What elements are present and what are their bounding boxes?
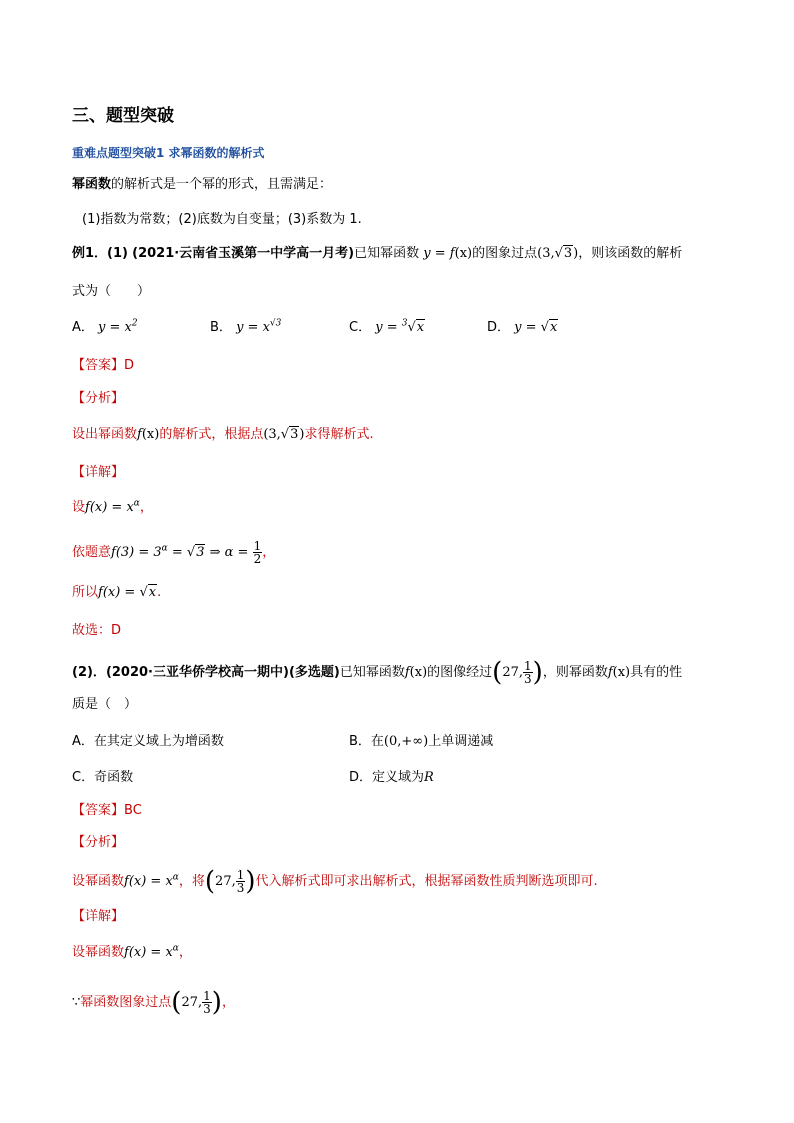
ex2-analysis-label: 【分析】 bbox=[72, 835, 125, 850]
step1-formula: $f(x) = x^\alpha$ bbox=[85, 498, 140, 515]
option-d-formula: y = √x bbox=[514, 320, 558, 335]
ex1-stem-line2: 式为（ ） bbox=[72, 284, 151, 299]
ex2-step2-text: 幂函数图象过点 bbox=[80, 995, 172, 1010]
ex1-stem-c: ，则该函数的解析 bbox=[578, 246, 683, 261]
ex2-tag: (多选题) bbox=[288, 665, 340, 680]
ex2-step2-prefix: ∵ bbox=[72, 995, 81, 1010]
ex2-step1-formula: $f(x) = x^\alpha$ bbox=[124, 943, 179, 960]
intro-text: 的解析式是一个幂的形式，且需满足： bbox=[111, 177, 333, 192]
option-b-post: 上单调递减 bbox=[428, 734, 494, 749]
ex2-detail-label: 【详解】 bbox=[72, 909, 125, 924]
ex1-source: (2021·云南省玉溪第一中学高一月考) bbox=[132, 246, 355, 261]
ex1-stem-b: 的图象过点 bbox=[472, 246, 538, 261]
analysis-formula-arg: (x) bbox=[141, 427, 160, 442]
option-b-interval: (0,+∞) bbox=[383, 734, 429, 749]
option-d-label: D． bbox=[487, 320, 511, 335]
step3-period: . bbox=[157, 585, 162, 600]
ex2-stem-b: 的图像经过 bbox=[427, 665, 493, 680]
option-b-label: B． bbox=[210, 320, 232, 335]
answer-value: D bbox=[124, 358, 135, 373]
analysis-point: (3,√3) bbox=[263, 427, 305, 442]
ex1-stem-a: 已知幂函数 bbox=[354, 246, 420, 261]
ex1-option-d bbox=[487, 319, 558, 337]
option-a-label: A． bbox=[72, 320, 94, 335]
ex1-option-c bbox=[349, 319, 425, 337]
ex1-stem-line1 bbox=[72, 245, 682, 263]
ex2-stem-line1 bbox=[72, 657, 683, 688]
conclusion-label: 故选： bbox=[72, 623, 112, 638]
analysis-a: 设出幂函数 bbox=[72, 427, 138, 442]
option-a-formula: $y = x^2$ bbox=[98, 318, 138, 335]
ex1-analysis-label: 【分析】 bbox=[72, 391, 125, 406]
ex2-point: (27, $\frac{1}{3}$ ) bbox=[492, 657, 543, 688]
ex1-label: 例1．(1) bbox=[72, 246, 128, 261]
ex2-label: (2)． bbox=[72, 665, 106, 680]
step3-prefix: 所以 bbox=[72, 585, 99, 600]
ex2-step1-prefix: 设幂函数 bbox=[72, 945, 125, 960]
ex1-step1 bbox=[72, 499, 153, 517]
step2-comma: ， bbox=[262, 545, 276, 560]
analysis-c: 求得解析式. bbox=[304, 427, 374, 442]
ex2-formula-2: f bbox=[607, 665, 613, 680]
ex2-step2-comma: ， bbox=[221, 995, 235, 1010]
ex1-formula: y = f bbox=[423, 246, 455, 261]
ex2-formula: f bbox=[404, 665, 410, 680]
option-b-formula: $y = x^{√3}$ bbox=[236, 318, 282, 335]
option-b-pre: B．在 bbox=[349, 734, 384, 749]
ex2-analysis-formula: $f(x) = x^\alpha$ bbox=[124, 872, 179, 889]
conclusion-value: D bbox=[111, 623, 122, 638]
ex2-analysis bbox=[72, 866, 598, 897]
ex2-answer-label: 【答案】 bbox=[72, 803, 125, 818]
ex2-option-a: A．在其定义域上为增函数 bbox=[72, 734, 224, 749]
option-d-set: R bbox=[424, 770, 434, 785]
ex1-conclusion bbox=[72, 622, 121, 640]
option-d-pre: D．定义域为 bbox=[349, 770, 425, 785]
step2-fraction: $\frac{1}{2}$ bbox=[253, 539, 262, 566]
ex2-step2 bbox=[72, 987, 235, 1018]
ex2-stem-a: 已知幂函数 bbox=[339, 665, 405, 680]
ex2-analysis-a: 设幂函数 bbox=[72, 874, 125, 889]
ex1-option-a bbox=[72, 319, 138, 337]
ex2-stem-line2: 质是（ ） bbox=[72, 697, 138, 712]
ex2-step2-point: (27, $\frac{1}{3}$ ) bbox=[171, 987, 222, 1018]
ex2-analysis-c: 代入解析式即可求出解析式，根据幂函数性质判断选项即可. bbox=[255, 874, 598, 889]
analysis-formula: f bbox=[137, 427, 142, 442]
intro-term: 幂函数 bbox=[72, 177, 112, 192]
ex2-analysis-b: ，将 bbox=[178, 874, 205, 889]
ex2-option-d bbox=[349, 769, 434, 787]
ex2-option-c: C．奇函数 bbox=[72, 770, 134, 785]
ex2-stem-d: 具有的性 bbox=[630, 665, 683, 680]
ex2-answer bbox=[72, 802, 142, 820]
intro-conditions: (1)指数为常数；(2)底数为自变量；(3)系数为 1. bbox=[82, 212, 362, 227]
ex1-formula-arg: (x) bbox=[454, 246, 473, 261]
section-title: 三、题型突破 bbox=[72, 106, 174, 126]
ex1-step3 bbox=[72, 584, 161, 602]
ex2-step1 bbox=[72, 944, 192, 962]
ex2-formula-arg: (x) bbox=[409, 665, 428, 680]
ex2-step1-comma: ， bbox=[178, 945, 192, 960]
ex2-stem-c: ，则幂函数 bbox=[542, 665, 608, 680]
ex2-answer-value: BC bbox=[124, 803, 142, 818]
ex1-option-b bbox=[210, 319, 281, 337]
option-c-formula: y = $^3$√x bbox=[375, 318, 425, 335]
answer-label: 【答案】 bbox=[72, 358, 125, 373]
step1-comma: ， bbox=[139, 500, 153, 515]
analysis-b: 的解析式，根据点 bbox=[159, 427, 264, 442]
step2-formula: $f(3) = 3^\alpha = √3$ ⇒ α = bbox=[111, 543, 253, 560]
step1-prefix: 设 bbox=[72, 500, 86, 515]
ex1-analysis bbox=[72, 426, 374, 444]
ex1-answer bbox=[72, 357, 134, 375]
ex2-option-b bbox=[349, 733, 493, 751]
ex1-detail-label: 【详解】 bbox=[72, 465, 125, 480]
step2-prefix: 依题意 bbox=[72, 545, 112, 560]
subsection-title: 重难点题型突破1 求幂函数的解析式 bbox=[72, 146, 265, 160]
ex2-analysis-point: (27, $\frac{1}{3}$ ) bbox=[204, 866, 256, 897]
ex1-point: (3,√3) bbox=[537, 246, 579, 261]
intro-line bbox=[72, 176, 332, 194]
step3-formula: f(x) = √x bbox=[98, 585, 157, 600]
ex2-source: (2020·三亚华侨学校高一期中) bbox=[105, 665, 289, 680]
option-c-label: C． bbox=[349, 320, 372, 335]
ex2-formula-2-arg: (x) bbox=[612, 665, 631, 680]
ex1-step2 bbox=[72, 540, 275, 565]
